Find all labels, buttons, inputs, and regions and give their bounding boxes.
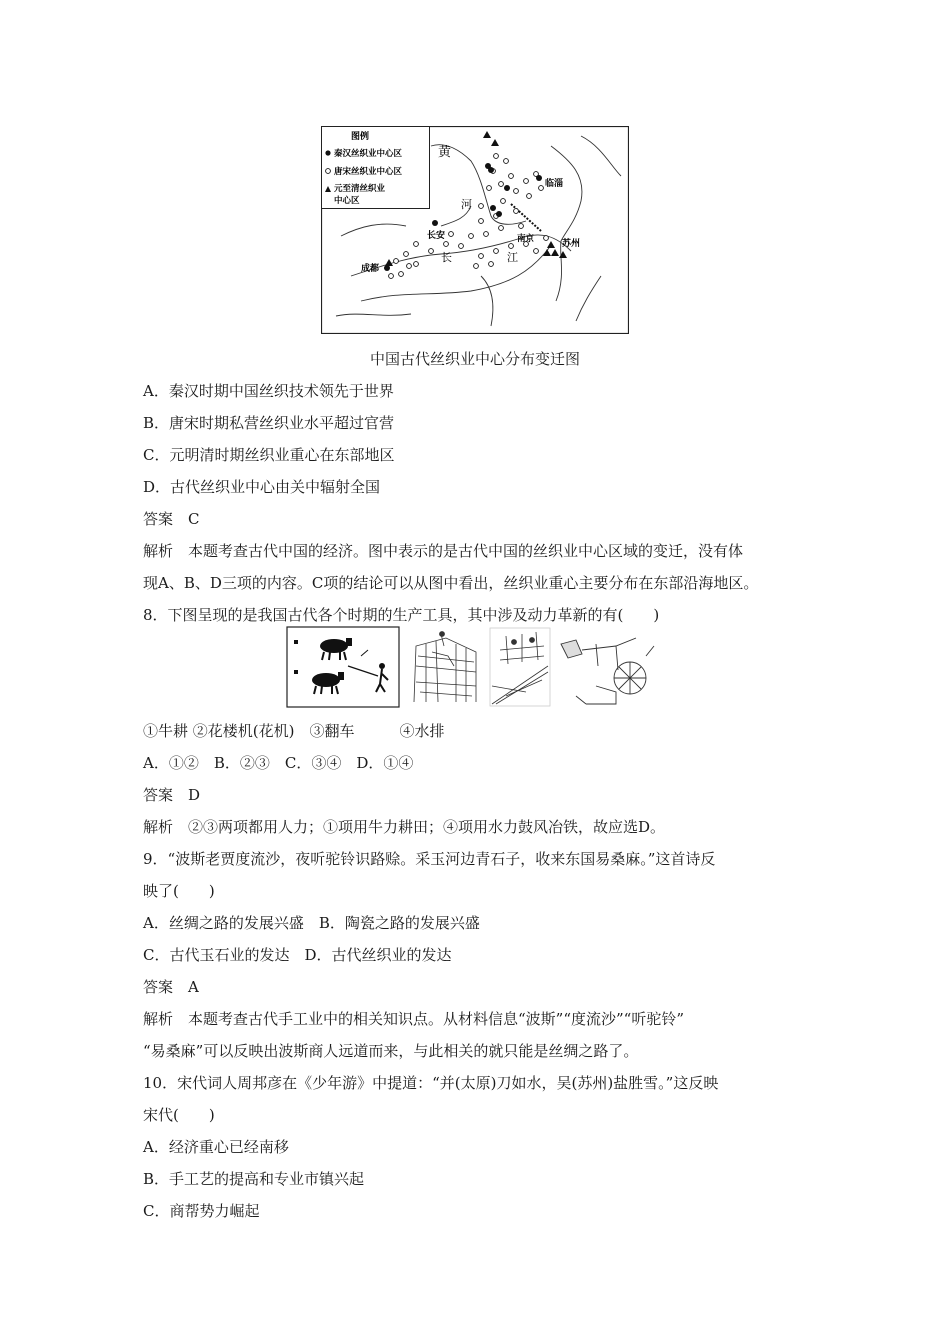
label-changan: 长安	[427, 231, 446, 241]
q7-analysis-2: 现A、B、D三项的内容。C项的结论可以从图中看出，丝织业重心主要分布在东部沿海地区。	[143, 574, 759, 592]
q10-option-a: A．经济重心已经南移	[143, 1138, 289, 1156]
q10-option-c: C．商帮势力崛起	[143, 1202, 260, 1220]
label-jiang: 江	[507, 251, 518, 264]
legend-item-yuanqing: 元至清丝织业	[334, 184, 386, 194]
q10-stem-1: 10．宋代词人周邦彦在《少年游》中提道：“并(太原)刀如水，吴(苏州)盐胜雪。”这反映	[143, 1074, 719, 1092]
legend-item-tangsong: 唐宋丝织业中心区	[334, 167, 403, 177]
q9-options-1: A．丝绸之路的发展兴盛 B．陶瓷之路的发展兴盛	[143, 914, 480, 932]
q8-items: ①牛耕 ②花楼机(花机) ③翻车 ④水排	[143, 722, 445, 740]
legend-filled-dot-icon	[325, 150, 330, 155]
q9-stem-1: 9．“波斯老贾度流沙，夜听驼铃识路赊。采玉河边青石子，收来东国易桑麻。”这首诗反	[143, 850, 716, 868]
q9-answer: 答案 A	[143, 978, 199, 996]
q9-analysis-1: 解析 本题考查古代手工业中的相关知识点。从材料信息“波斯”“度流沙”“听驼铃”	[143, 1010, 685, 1028]
legend-item-yuanqing-2: 中心区	[334, 196, 360, 206]
q9-options-2: C．古代玉石业的发达 D．古代丝织业的发达	[143, 946, 452, 964]
label-he: 河	[461, 198, 472, 211]
q8-options: A．①② B．②③ C．③④ D．①④	[143, 754, 414, 772]
label-linzi: 临淄	[545, 179, 564, 189]
q7-analysis-1: 解析 本题考查古代中国的经济。图中表示的是古代中国的丝织业中心区域的变迁，没有体	[143, 542, 744, 560]
label-chang: 长	[441, 251, 452, 264]
q7-answer: 答案 C	[143, 510, 200, 528]
q9-stem-2: 映了( )	[143, 882, 215, 900]
water-bellows-image	[561, 638, 654, 704]
ox-plough-image	[287, 627, 399, 707]
q9-analysis-2: “易桑麻”可以反映出波斯商人远道而来，与此相关的就只能是丝绸之路了。	[143, 1042, 639, 1060]
q10-option-b: B．手工艺的提高和专业市镇兴起	[143, 1170, 365, 1188]
label-chengdu: 成都	[361, 264, 380, 274]
q10-stem-2: 宋代( )	[143, 1106, 215, 1124]
legend-title: 图例	[351, 132, 370, 142]
q8-answer: 答案 D	[143, 786, 201, 804]
q7-option-d: D．古代丝织业中心由关中辐射全国	[143, 478, 381, 496]
q7-option-c: C．元明清时期丝织业重心在东部地区	[143, 446, 395, 464]
silk-industry-map	[321, 126, 629, 334]
label-nanjing: 南京	[517, 234, 535, 244]
q8-analysis: 解析 ②③两项都用人力；①项用牛力耕田；④项用水力鼓风冶铁，故应选D。	[143, 818, 666, 836]
q7-option-b: B．唐宋时期私营丝织业水平超过官营	[143, 414, 395, 432]
q7-option-a: A．秦汉时期中国丝织技术领先于世界	[143, 382, 394, 400]
ancient-tools-images	[286, 626, 656, 708]
chain-pump-image	[490, 628, 550, 706]
legend-item-qinhan: 秦汉丝织业中心区	[334, 149, 403, 159]
map-caption: 中国古代丝织业中心分布变迁图	[369, 350, 580, 368]
drawloom-image	[414, 632, 476, 703]
label-huang: 黄	[438, 145, 452, 160]
label-suzhou: 苏州	[562, 239, 581, 249]
legend-hollow-dot-icon	[326, 169, 331, 174]
q8-stem: 8．下图呈现的是我国古代各个时期的生产工具，其中涉及动力革新的有( )	[143, 606, 660, 624]
